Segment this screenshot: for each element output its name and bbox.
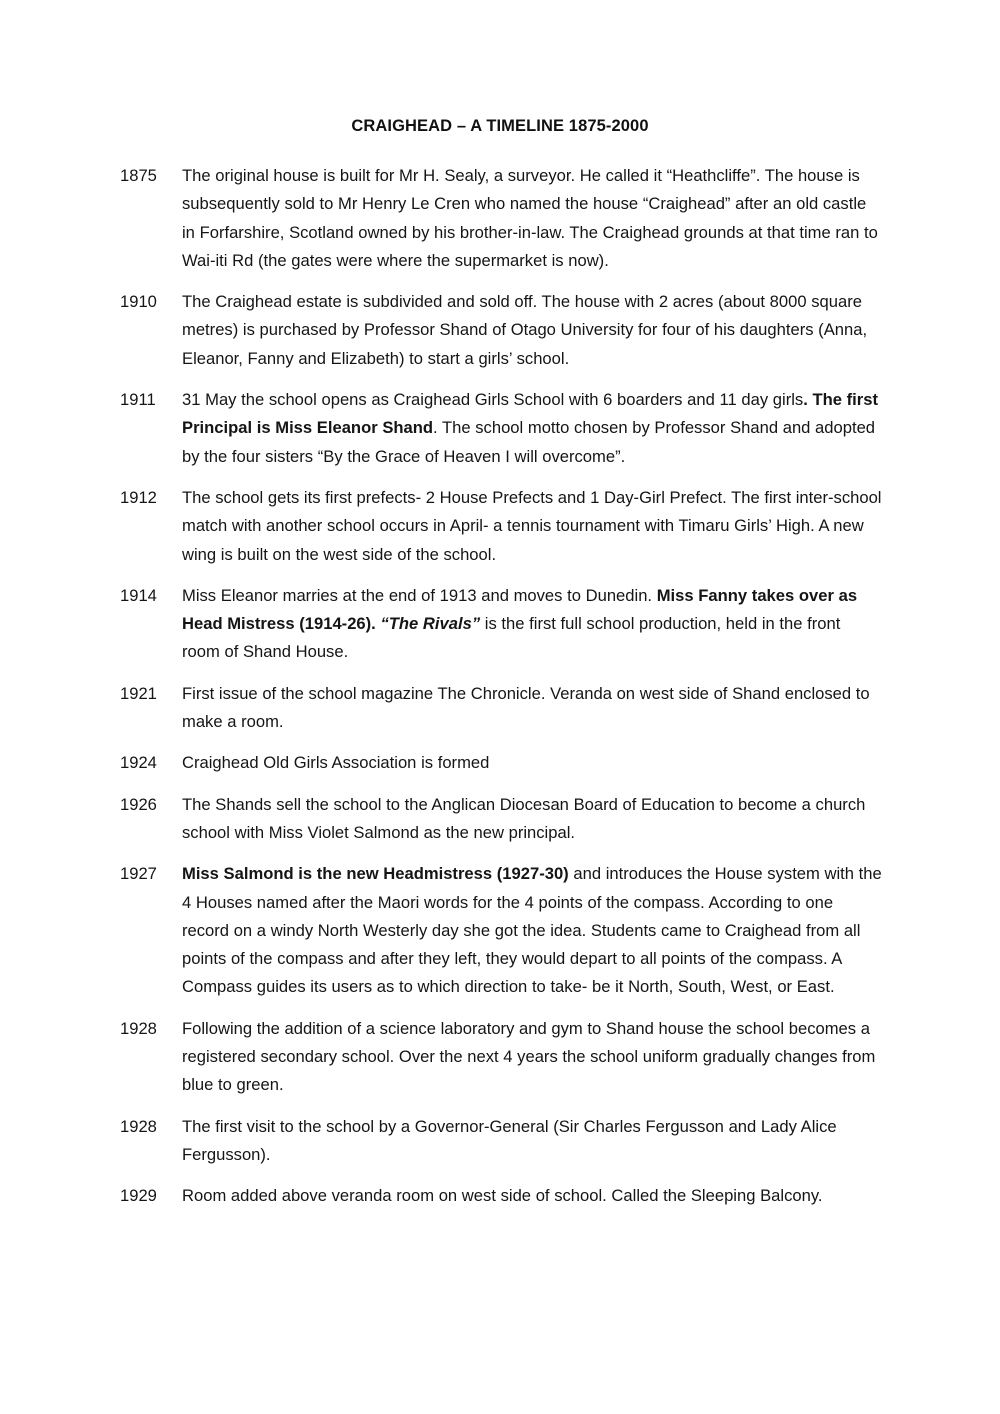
entry-year: 1910: [120, 292, 157, 312]
timeline-entry: [120, 791, 882, 848]
entry-year: 1927: [120, 864, 157, 884]
timeline-entry: [120, 1113, 882, 1170]
entry-year: 1929: [120, 1186, 157, 1206]
entry-year: 1911: [120, 390, 156, 410]
entry-text: The Craighead estate is subdivided and sold off. The house with 2 acres (about 8000 square metres) is purchased by Professor Shand of Otago University for four of his daughters (Anna, Eleanor, Fanny and Elizabeth) to start a girls’ school.: [182, 292, 868, 368]
entry-text: The school gets its first prefects- 2 House Prefects and 1 Day-Girl Prefect. The first inter-school match with another school occurs in April- a tennis tournament with Timaru Girls’ High. A new wing is built on the west side of the school.: [182, 487, 882, 564]
entry-text: The first visit to the school by a Governor-General (Sir Charles Fergusson and Lady Alice Fergusson).: [182, 1116, 837, 1164]
entry-year: 1928: [120, 1018, 157, 1038]
entry-year: 1928: [120, 1116, 157, 1136]
entry-text: First issue of the school magazine The Chronicle. Veranda on west side of Shand enclosed to make a room.: [182, 683, 870, 732]
entry-text-bold-italic: “The Rivals”: [380, 614, 481, 634]
timeline-list: [120, 162, 882, 1224]
entry-text-run: and introduces the House system with the 4 Houses named after the Maori words for the 4 points of the compass. According to one record on a windy North Westerly day she got the idea. Students came to Craighead from all points of the compass and after they left, they would depart to all points of the compass. A Compass guides its users as to which direction to take- be it North, South, West, or East.: [182, 864, 882, 997]
entry-text: [182, 582, 882, 667]
timeline-entry: [120, 288, 882, 373]
entry-year: 1912: [120, 487, 157, 507]
timeline-entry: [120, 582, 882, 667]
entry-text: Craighead Old Girls Association is formed: [182, 753, 490, 773]
entry-year: 1914: [120, 585, 157, 605]
entry-text: The original house is built for Mr H. Sealy, a surveyor. He called it “Heathcliffe”. The house is subsequently sold to Mr Henry Le Cren who named the house “Craighead” after an old castle in Forfarshire, Scotland owned by his brother-in-law. The Craighead grounds at that time ran to Wai-iti Rd (the gates were where the supermarket is now).: [182, 166, 878, 270]
entry-year: 1926: [120, 794, 157, 814]
timeline-entry: [120, 484, 882, 569]
entry-year: 1875: [120, 166, 157, 185]
entry-text-bold: Miss Salmond is the new Headmistress (1927-30): [182, 864, 569, 884]
entry-year: 1921: [120, 683, 157, 703]
timeline-entry: [120, 749, 882, 777]
entry-text: The Shands sell the school to the Anglican Diocesan Board of Education to become a church school with Miss Violet Salmond as the new principal.: [182, 794, 866, 842]
timeline-entry: [120, 386, 882, 471]
timeline-entry: [120, 162, 882, 275]
timeline-entry: [120, 860, 882, 1001]
entry-text-run: is the first full school production, held in the front room of Shand House.: [182, 614, 841, 662]
timeline-entry: [120, 1015, 882, 1100]
entry-year: 1924: [120, 753, 157, 773]
entry-text-bold: Miss Fanny takes over as Head Mistress (1914-26).: [182, 585, 858, 634]
entry-text: [182, 860, 882, 1001]
entry-text: [182, 386, 882, 471]
entry-text-run: Miss Eleanor marries at the end of 1913 and moves to Dunedin.: [182, 585, 657, 605]
entry-text-bold: . The first Principal is Miss Eleanor Shand: [182, 390, 878, 438]
entry-text: Room added above veranda room on west side of school. Called the Sleeping Balcony.: [182, 1186, 823, 1206]
timeline-entry: [120, 680, 882, 737]
entry-text-run: . The school motto chosen by Professor Shand and adopted by the four sisters “By the Grace of Heaven I will overcome”.: [182, 418, 876, 466]
page-title: CRAIGHEAD – A TIMELINE 1875-2000: [351, 117, 649, 135]
entry-text-run: 31 May the school opens as Craighead Girls School with 6 boarders and 11 day girls: [182, 390, 804, 410]
timeline-entry: [120, 1182, 882, 1210]
entry-text: Following the addition of a science laboratory and gym to Shand house the school becomes a registered secondary school. Over the next 4 years the school uniform gradually changes from blue to green.: [182, 1018, 876, 1095]
